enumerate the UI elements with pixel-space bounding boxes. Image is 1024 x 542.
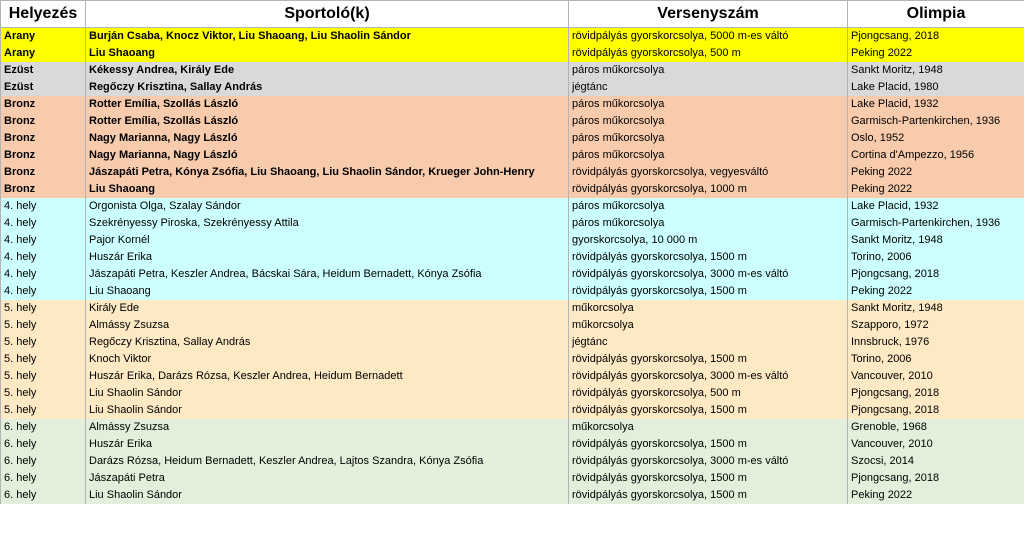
athletes-cell[interactable]: Huszár Erika [86, 249, 569, 266]
table-row [1, 419, 1024, 436]
athletes-cell[interactable]: Pajor Kornél [86, 232, 569, 249]
table-row [1, 181, 1024, 198]
table-row [1, 487, 1024, 504]
olympics-cell[interactable]: Innsbruck, 1976 [848, 334, 1024, 351]
event-cell[interactable]: páros műkorcsolya [569, 215, 848, 232]
olympics-cell[interactable]: Pjongcsang, 2018 [848, 385, 1024, 402]
event-cell[interactable]: rövidpályás gyorskorcsolya, 3000 m-es váltó [569, 368, 848, 385]
rank-cell[interactable]: 6. hely [1, 487, 86, 504]
athletes-cell[interactable]: Huszár Erika, Darázs Rózsa, Keszler Andrea, Heidum Bernadett [86, 368, 569, 385]
table-row [1, 300, 1024, 317]
rank-cell[interactable]: 5. hely [1, 385, 86, 402]
event-cell[interactable]: rövidpályás gyorskorcsolya, 1000 m [569, 181, 848, 198]
event-cell[interactable]: rövidpályás gyorskorcsolya, vegyesváltó [569, 164, 848, 181]
rank-cell[interactable]: 4. hely [1, 249, 86, 266]
table-row [1, 164, 1024, 181]
table-row [1, 368, 1024, 385]
rank-cell[interactable]: 4. hely [1, 266, 86, 283]
rank-cell[interactable]: 6. hely [1, 453, 86, 470]
event-cell[interactable]: páros műkorcsolya [569, 130, 848, 147]
table-row [1, 28, 1024, 46]
rank-cell[interactable]: 5. hely [1, 317, 86, 334]
athletes-cell[interactable]: Jászapáti Petra, Kónya Zsófia, Liu Shaoang, Liu Shaolin Sándor, Krueger John-Henry [86, 164, 569, 181]
olympics-cell[interactable]: Szocsi, 2014 [848, 453, 1024, 470]
rank-cell[interactable]: 5. hely [1, 300, 86, 317]
olympics-cell[interactable]: Lake Placid, 1932 [848, 198, 1024, 215]
header-event[interactable]: Versenyszám [569, 1, 848, 28]
olympics-cell[interactable]: Vancouver, 2010 [848, 436, 1024, 453]
table-row [1, 96, 1024, 113]
event-cell[interactable]: rövidpályás gyorskorcsolya, 1500 m [569, 436, 848, 453]
table-row [1, 266, 1024, 283]
athletes-cell[interactable]: Liu Shaoang [86, 181, 569, 198]
header-row [1, 1, 1024, 28]
rank-cell[interactable]: Bronz [1, 181, 86, 198]
olympics-cell[interactable]: Pjongcsang, 2018 [848, 266, 1024, 283]
table-row [1, 283, 1024, 300]
table-row [1, 62, 1024, 79]
olympics-cell[interactable]: Grenoble, 1968 [848, 419, 1024, 436]
table-row [1, 79, 1024, 96]
olympics-cell[interactable]: Garmisch-Partenkirchen, 1936 [848, 113, 1024, 130]
event-cell[interactable]: rövidpályás gyorskorcsolya, 1500 m [569, 249, 848, 266]
event-cell[interactable]: műkorcsolya [569, 419, 848, 436]
event-cell[interactable]: jégtánc [569, 79, 848, 96]
olympics-cell[interactable]: Torino, 2006 [848, 351, 1024, 368]
table-row [1, 402, 1024, 419]
athletes-cell[interactable]: Nagy Marianna, Nagy László [86, 147, 569, 164]
rank-cell[interactable]: 6. hely [1, 419, 86, 436]
olympics-cell[interactable]: Pjongcsang, 2018 [848, 402, 1024, 419]
athletes-cell[interactable]: Jászapáti Petra [86, 470, 569, 487]
event-cell[interactable]: páros műkorcsolya [569, 113, 848, 130]
event-cell[interactable]: páros műkorcsolya [569, 198, 848, 215]
event-cell[interactable]: műkorcsolya [569, 300, 848, 317]
table-row [1, 130, 1024, 147]
event-cell[interactable]: rövidpályás gyorskorcsolya, 1500 m [569, 283, 848, 300]
header-olympics[interactable]: Olimpia [848, 1, 1024, 28]
rank-cell[interactable]: 5. hely [1, 368, 86, 385]
olympics-cell[interactable]: Peking 2022 [848, 181, 1024, 198]
athletes-cell[interactable]: Darázs Rózsa, Heidum Bernadett, Keszler Andrea, Lajtos Szandra, Kónya Zsófia [86, 453, 569, 470]
rank-cell[interactable]: 4. hely [1, 232, 86, 249]
olympics-cell[interactable]: Cortina d'Ampezzo, 1956 [848, 147, 1024, 164]
rank-cell[interactable]: 5. hely [1, 402, 86, 419]
header-athletes[interactable]: Sportoló(k) [86, 1, 569, 28]
athletes-cell[interactable]: Kékessy Andrea, Király Ede [86, 62, 569, 79]
olympics-cell[interactable]: Vancouver, 2010 [848, 368, 1024, 385]
rank-cell[interactable]: Bronz [1, 130, 86, 147]
table-row [1, 453, 1024, 470]
rank-cell[interactable]: 5. hely [1, 334, 86, 351]
olympics-cell[interactable]: Sankt Moritz, 1948 [848, 232, 1024, 249]
rank-cell[interactable]: Bronz [1, 113, 86, 130]
athletes-cell[interactable]: Orgonista Olga, Szalay Sándor [86, 198, 569, 215]
athletes-cell[interactable]: Regőczy Krisztina, Sallay András [86, 334, 569, 351]
rank-cell[interactable]: 6. hely [1, 436, 86, 453]
table-body [1, 28, 1024, 505]
olympics-cell[interactable]: Peking 2022 [848, 487, 1024, 504]
event-cell[interactable]: rövidpályás gyorskorcsolya, 500 m [569, 45, 848, 62]
table-row [1, 45, 1024, 62]
table-row [1, 147, 1024, 164]
rank-cell[interactable]: Ezüst [1, 62, 86, 79]
olympics-cell[interactable]: Torino, 2006 [848, 249, 1024, 266]
table-row [1, 215, 1024, 232]
event-cell[interactable]: rövidpályás gyorskorcsolya, 5000 m-es váltó [569, 28, 848, 46]
event-cell[interactable]: rövidpályás gyorskorcsolya, 1500 m [569, 470, 848, 487]
rank-cell[interactable]: Bronz [1, 96, 86, 113]
table-row [1, 198, 1024, 215]
olympics-cell[interactable]: Peking 2022 [848, 283, 1024, 300]
athletes-cell[interactable]: Burján Csaba, Knocz Viktor, Liu Shaoang, Liu Shaolin Sándor [86, 28, 569, 46]
table-row [1, 249, 1024, 266]
athletes-cell[interactable]: Almássy Zsuzsa [86, 419, 569, 436]
event-cell[interactable]: rövidpályás gyorskorcsolya, 500 m [569, 385, 848, 402]
event-cell[interactable]: rövidpályás gyorskorcsolya, 1500 m [569, 351, 848, 368]
athletes-cell[interactable]: Nagy Marianna, Nagy László [86, 130, 569, 147]
rank-cell[interactable]: 4. hely [1, 215, 86, 232]
event-cell[interactable]: rövidpályás gyorskorcsolya, 1500 m [569, 487, 848, 504]
olympics-cell[interactable]: Sankt Moritz, 1948 [848, 300, 1024, 317]
header-rank[interactable]: Helyezés [1, 1, 86, 28]
event-cell[interactable]: műkorcsolya [569, 317, 848, 334]
rank-cell[interactable]: Arany [1, 28, 86, 46]
rank-cell[interactable]: Ezüst [1, 79, 86, 96]
table-row [1, 436, 1024, 453]
athletes-cell[interactable]: Liu Shaolin Sándor [86, 487, 569, 504]
table-row [1, 334, 1024, 351]
rank-cell[interactable]: 5. hely [1, 351, 86, 368]
event-cell[interactable]: rövidpályás gyorskorcsolya, 1500 m [569, 402, 848, 419]
athletes-cell[interactable]: Regőczy Krisztina, Sallay András [86, 79, 569, 96]
table-row [1, 470, 1024, 487]
olympics-cell[interactable]: Peking 2022 [848, 45, 1024, 62]
athletes-cell[interactable]: Knoch Viktor [86, 351, 569, 368]
table-row [1, 113, 1024, 130]
athletes-cell[interactable]: Liu Shaolin Sándor [86, 402, 569, 419]
event-cell[interactable]: páros műkorcsolya [569, 96, 848, 113]
event-cell[interactable]: páros műkorcsolya [569, 62, 848, 79]
rank-cell[interactable]: Bronz [1, 164, 86, 181]
olympics-cell[interactable]: Lake Placid, 1932 [848, 96, 1024, 113]
event-cell[interactable]: páros műkorcsolya [569, 147, 848, 164]
athletes-cell[interactable]: Rotter Emília, Szollás László [86, 96, 569, 113]
olympics-cell[interactable]: Garmisch-Partenkirchen, 1936 [848, 215, 1024, 232]
event-cell[interactable]: rövidpályás gyorskorcsolya, 3000 m-es váltó [569, 266, 848, 283]
rank-cell[interactable]: 6. hely [1, 470, 86, 487]
olympics-cell[interactable]: Pjongcsang, 2018 [848, 470, 1024, 487]
event-cell[interactable]: jégtánc [569, 334, 848, 351]
table-row [1, 351, 1024, 368]
athletes-cell[interactable]: Almássy Zsuzsa [86, 317, 569, 334]
athletes-cell[interactable]: Király Ede [86, 300, 569, 317]
olympics-cell[interactable]: Szapporo, 1972 [848, 317, 1024, 334]
rank-cell[interactable]: 4. hely [1, 198, 86, 215]
athletes-cell[interactable]: Liu Shaoang [86, 45, 569, 62]
rank-cell[interactable]: 4. hely [1, 283, 86, 300]
athletes-cell[interactable]: Liu Shaolin Sándor [86, 385, 569, 402]
table-row [1, 317, 1024, 334]
table-row [1, 232, 1024, 249]
olympics-cell[interactable]: Sankt Moritz, 1948 [848, 62, 1024, 79]
athletes-cell[interactable]: Liu Shaoang [86, 283, 569, 300]
olympics-cell[interactable]: Oslo, 1952 [848, 130, 1024, 147]
rank-cell[interactable]: Bronz [1, 147, 86, 164]
rank-cell[interactable]: Arany [1, 45, 86, 62]
event-cell[interactable]: gyorskorcsolya, 10 000 m [569, 232, 848, 249]
athletes-cell[interactable]: Huszár Erika [86, 436, 569, 453]
athletes-cell[interactable]: Rotter Emília, Szollás László [86, 113, 569, 130]
table-row [1, 385, 1024, 402]
olympics-cell[interactable]: Lake Placid, 1980 [848, 79, 1024, 96]
event-cell[interactable]: rövidpályás gyorskorcsolya, 3000 m-es váltó [569, 453, 848, 470]
athletes-cell[interactable]: Szekrényessy Piroska, Szekrényessy Attila [86, 215, 569, 232]
olympics-cell[interactable]: Pjongcsang, 2018 [848, 28, 1024, 46]
olympics-cell[interactable]: Peking 2022 [848, 164, 1024, 181]
athletes-cell[interactable]: Jászapáti Petra, Keszler Andrea, Bácskai Sára, Heidum Bernadett, Kónya Zsófia [86, 266, 569, 283]
